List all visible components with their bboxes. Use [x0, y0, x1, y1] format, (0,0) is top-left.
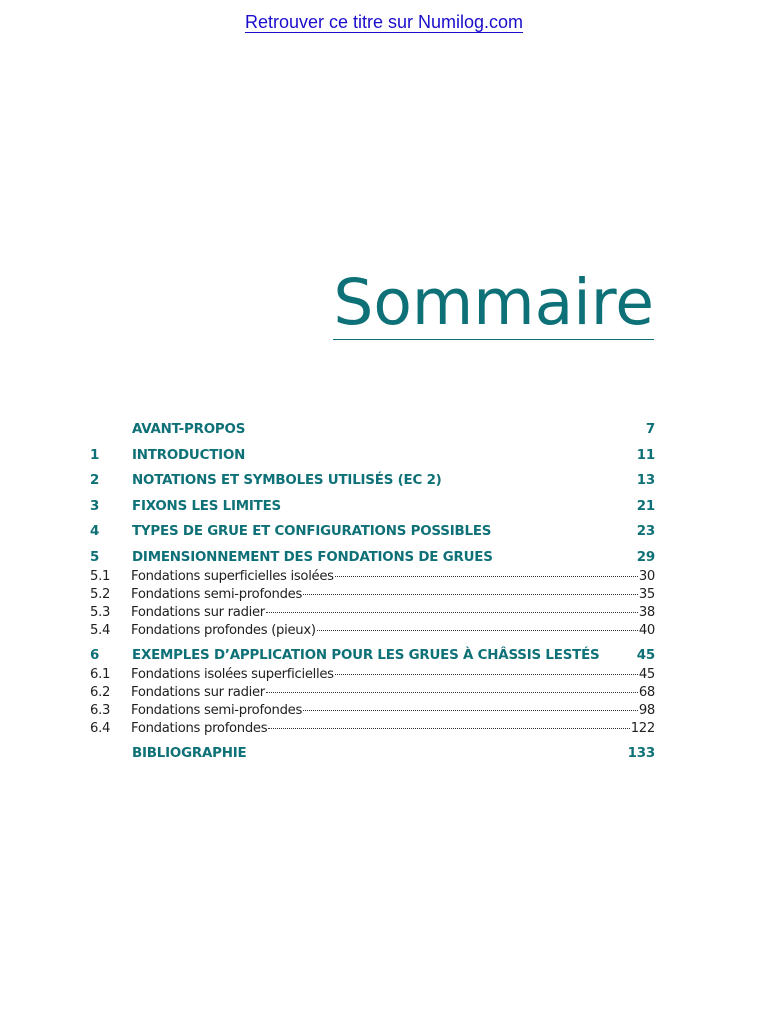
numilog-link[interactable]: Retrouver ce titre sur Numilog.com: [244, 12, 524, 32]
chapter-number: 3: [90, 498, 100, 514]
section-title: Fondations semi-profondes: [131, 702, 303, 718]
chapter-page-number: 23: [636, 524, 655, 540]
dot-leader: [266, 692, 638, 693]
toc-section[interactable]: [90, 703, 655, 721]
page-title: Sommaire: [333, 266, 654, 339]
chapter-title: TYPES DE GRUE ET CONFIGURATIONS POSSIBLES: [132, 524, 492, 540]
toc-section[interactable]: [90, 587, 655, 605]
chapter-page-number: 13: [636, 473, 655, 489]
chapter-title: BIBLIOGRAPHIE: [132, 745, 247, 761]
dot-leader: [335, 576, 638, 577]
section-page-number: 40: [638, 622, 655, 638]
chapter-title: AVANT-PROPOS: [132, 422, 246, 437]
section-title: Fondations profondes (pieux): [131, 622, 316, 638]
section-title: Fondations profondes: [131, 720, 268, 736]
section-page-number: 98: [638, 702, 655, 718]
chapter-number: 6: [90, 647, 100, 663]
section-page-number: 38: [638, 604, 655, 620]
toc-section[interactable]: [90, 605, 655, 623]
chapter-page-number: 133: [627, 745, 655, 761]
section-number: 6.3: [90, 702, 111, 718]
section-title: Fondations sur radier: [131, 604, 265, 620]
dot-leader: [303, 594, 638, 595]
dot-leader: [266, 612, 638, 613]
chapter-title: NOTATIONS ET SYMBOLES UTILISÉS (EC 2): [132, 473, 442, 489]
toc-chapter[interactable]: [90, 648, 655, 667]
toc-chapter[interactable]: [90, 422, 655, 441]
chapter-title: EXEMPLES D’APPLICATION POUR LES GRUES À CHÂSSIS LESTÉS: [132, 647, 600, 663]
toc-chapter[interactable]: [90, 499, 655, 518]
toc-chapter[interactable]: [90, 746, 655, 765]
section-page-number: 30: [638, 568, 655, 584]
chapter-number: 2: [90, 473, 100, 489]
chapter-number: 1: [90, 447, 100, 463]
chapter-number: 5: [90, 549, 100, 565]
toc-section[interactable]: [90, 569, 655, 587]
section-page-number: 122: [630, 720, 655, 736]
chapter-title: FIXONS LES LIMITES: [132, 498, 282, 514]
section-number: 5.1: [90, 568, 111, 584]
toc-chapter[interactable]: [90, 524, 655, 543]
section-number: 6.4: [90, 720, 111, 736]
chapter-page-number: 29: [636, 549, 655, 565]
section-number: 5.4: [90, 622, 111, 638]
dot-leader: [268, 728, 629, 729]
chapter-page-number: 45: [636, 647, 655, 663]
section-page-number: 45: [638, 666, 655, 682]
toc-section[interactable]: [90, 623, 655, 641]
section-page-number: 68: [638, 684, 655, 700]
dot-leader: [335, 674, 638, 675]
chapter-page-number: 11: [636, 447, 655, 463]
toc-section[interactable]: [90, 667, 655, 685]
section-title: Fondations semi-profondes: [131, 586, 303, 602]
section-title: Fondations isolées superficielles: [131, 666, 334, 682]
toc-chapter[interactable]: [90, 473, 655, 492]
chapter-title: DIMENSIONNEMENT DES FONDATIONS DE GRUES: [132, 549, 493, 565]
header: [0, 12, 768, 33]
chapter-page-number: 21: [636, 498, 655, 514]
section-number: 6.2: [90, 684, 111, 700]
dot-leader: [303, 710, 638, 711]
section-number: 5.2: [90, 586, 111, 602]
section-page-number: 35: [638, 586, 655, 602]
section-number: 6.1: [90, 666, 111, 682]
chapter-page-number: 7: [645, 422, 655, 437]
toc-chapter[interactable]: [90, 448, 655, 467]
dot-leader: [317, 630, 638, 631]
chapter-title: INTRODUCTION: [132, 447, 246, 463]
section-title: Fondations superficielles isolées: [131, 568, 334, 584]
section-number: 5.3: [90, 604, 111, 620]
toc-chapter[interactable]: [90, 550, 655, 569]
table-of-contents: [90, 422, 655, 772]
section-title: Fondations sur radier: [131, 684, 265, 700]
toc-section[interactable]: [90, 721, 655, 739]
toc-section[interactable]: [90, 685, 655, 703]
chapter-number: 4: [90, 524, 100, 540]
